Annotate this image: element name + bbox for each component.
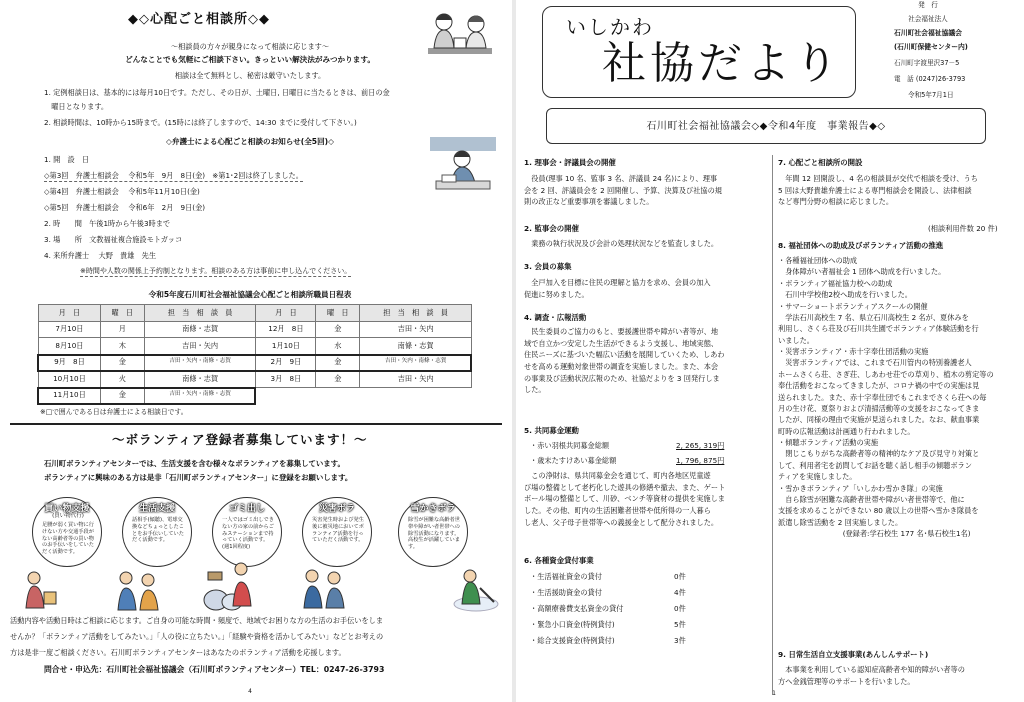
schedule-title: 令和5年度石川町社会福祉協議会心配ごと相談所職員日程表 <box>148 290 352 299</box>
column-divider <box>772 155 773 695</box>
lawyer-item: 3. 場 所 文教福祉複合施設モトガッコ <box>44 235 183 244</box>
logo-title: 社協だより <box>602 38 842 89</box>
body-line: 災害ボランティアでは、これまで石川管内の特別養護老人 <box>778 358 972 368</box>
section-body <box>778 173 1018 208</box>
consult-free-note: 相談は全て無料とし、秘密は厳守いたします。 <box>174 71 326 80</box>
table-cell: 金 <box>100 387 144 404</box>
body-line: ・災害ボランティア・赤十字奉仕団活動の実施 <box>778 347 929 356</box>
table-cell: 南條・志賀 <box>144 321 256 338</box>
table-cell: 南條・志賀 <box>360 338 472 355</box>
section-heading: 1. 理事会・評議員会の開催 <box>524 158 616 167</box>
bubble-title: ゴミ出し <box>228 504 265 514</box>
body-line: 域で自立かつ安定した生活ができるよう支援し、地域実態、 <box>524 338 719 348</box>
body-line: ・各種福祉団体への助成 <box>778 256 858 265</box>
volunteer-body: 方は是非一度ご相談ください。石川町ボランティアセンターはあなたのボランティア活動を応援します。 <box>10 648 346 657</box>
table-cell: 金 <box>316 371 360 388</box>
consult-title: ◆◇心配ごと相談所◇◆ <box>128 12 270 27</box>
table-cell: 吉田・矢内・南條・志賀 <box>144 354 256 371</box>
page-number: 1 <box>772 690 776 697</box>
table-cell: 吉田・矢内・南條・志賀 <box>360 354 472 371</box>
body-line: び場の整備として老朽化した遊具の修繕や撤去、また、ゲート <box>524 482 726 492</box>
publisher-label: 発 行 <box>918 1 938 9</box>
lawyer-title: ◇弁護士による心配ごと相談のお知らせ(全5回)◇ <box>166 137 334 146</box>
body-line: ホームさくら荘、さぎ荘、しあわせ荘での草刈り、植木の剪定等の <box>778 369 994 379</box>
body-line: 身体障がい者福祉会 1 団体へ助成を行いました。 <box>778 267 946 277</box>
lawyer-day-highlight <box>37 387 256 405</box>
section-heading: 7. 心配ごと相談所の開設 <box>778 158 863 167</box>
lawyer-day-highlight <box>37 354 472 372</box>
body-line: ボール場の整備として、川砂、ベンチ等資材の提供を実施しま <box>524 494 725 504</box>
body-line: 月の生け花、夏祭りおよび清掃活動等の支援をおこなってきま <box>778 403 980 413</box>
column-header: 担 当 相 談 員 <box>360 305 472 322</box>
body-line: せを高める運動対象世帯の調査を実施しました。また、本会 <box>524 361 719 371</box>
section-body <box>524 277 768 300</box>
elderly-support-icon <box>112 568 162 612</box>
table-cell <box>360 387 472 404</box>
volunteer-title: 〜ボランティア登録者募集しています！〜 <box>112 432 368 447</box>
volunteer-body: 活動内容や活動日時はご相談に応じます。ご自身の可能な時間・頻度で、地域でお困りな方の生活のお手伝いをしま <box>10 616 384 625</box>
table-cell: 金 <box>316 354 360 371</box>
bubble-disaster <box>302 497 372 567</box>
section-heading: 4. 調査・広報活動 <box>524 313 587 322</box>
body-line: し老人、父子母子世帯等への義援金として配分されました。 <box>524 517 719 527</box>
bubble-body: 災害発生時および発生後に被災地においてボランティア活動を行っていただく活動です。 <box>312 517 364 544</box>
section-heading: 2. 監事会の開催 <box>524 224 579 233</box>
section-heading: 9. 日常生活自立支援事業(あんしんサポート) <box>778 650 929 659</box>
section-heading: 3. 会員の募集 <box>524 262 572 271</box>
body-line: 則の改正など重要事項を審議しました。 <box>524 197 654 207</box>
shopping-person-icon <box>20 568 60 610</box>
bubble-title: 雪かきボラ <box>410 504 456 514</box>
body-line: ・ボランティア福祉協力校への助成 <box>778 278 893 288</box>
body-line: した。 <box>524 385 546 395</box>
body-line: 閉じこもりがちな高齢者等の精神的なケア及び見守り対策と <box>778 449 980 459</box>
schedule-note: ※□で囲んである日は弁護士による相談日です。 <box>40 408 188 416</box>
column-header: 月 日 <box>39 305 101 322</box>
bubble-title: 災害ボラ <box>318 504 355 514</box>
section-body <box>524 470 768 528</box>
table-cell: 11月10日 <box>39 387 101 404</box>
right-page <box>516 0 1024 702</box>
table-cell: 水 <box>316 338 360 355</box>
section-body <box>778 255 1018 539</box>
table-cell: 南條・志賀 <box>144 371 256 388</box>
table-cell: 3月 8日 <box>256 371 316 388</box>
volunteer-lead: ボランティアに興味のある方は是非「石川町ボランティアセンター」に登録をお願いします。 <box>44 473 353 482</box>
publisher-line: 令和5年7月1日 <box>908 91 954 99</box>
body-line: 年間 12 回開設し、4 名の相談員が交代で相談を受け、うち <box>778 174 978 183</box>
table-cell: 吉田・矢内・南條・志賀 <box>144 387 256 404</box>
body-line: 奉仕活動をおこなってきましたが、コロナ禍の中での実施は見 <box>778 381 980 391</box>
bubble-title: 生活支援 <box>138 504 175 514</box>
body-line: 5 回は大野貴雄弁護士による専門相談会を開設し、法律相談 <box>778 185 972 195</box>
body-line: この浄財は、県共同募金会を通じて、町内各地区児童遊 <box>524 471 711 480</box>
table-row <box>39 371 472 388</box>
volunteer-contact: 問合せ・申込先：石川町社会福祉協議会（石川町ボランティアセンター）TEL：0247-26-3793 <box>44 665 385 674</box>
loan-value: 3件 <box>674 636 686 645</box>
table-cell: 10月10日 <box>39 371 101 388</box>
consult-item: 2. 相談時間は、10時から15時まで。(15時には終了しますので、14:30 までに受付して下さい。) <box>44 118 357 127</box>
table-cell: 1月10日 <box>256 338 316 355</box>
table-cell: 8月10日 <box>39 338 101 355</box>
table-cell <box>316 387 360 404</box>
table-cell: 2月 9日 <box>256 354 316 371</box>
body-line: 送られました。また、赤十字奉仕団でもこれまでさくら荘への毎 <box>778 392 987 402</box>
loan-value: 5件 <box>674 620 686 629</box>
publisher-line: (石川町保健センター内) <box>894 43 968 51</box>
column-header: 担 当 相 談 員 <box>144 305 256 322</box>
loan-value: 4件 <box>674 588 686 597</box>
loan-label: ・生活援助資金の貸付 <box>530 588 602 597</box>
report-banner: 石川町社会福祉協議会◇◆令和4年度 事業報告◆◇ <box>646 121 886 132</box>
body-line: 利用し、さくら荘及び石川共生園でボランティア体験活動を行 <box>778 324 979 334</box>
body-line: 民生委員のご協力のもと、要援護世帯や障がい者等が、地 <box>524 327 719 336</box>
loan-label: ・緊急小口資金(特例貸付) <box>530 620 615 629</box>
fund-value: 2, 265, 319円 <box>676 441 725 450</box>
lawyer-item: 4. 来所弁護士 大野 貴雄 先生 <box>44 251 157 260</box>
column-header: 曜 日 <box>316 305 360 322</box>
table-header-row <box>39 305 472 322</box>
lawyer-item: ◇第3回 弁護士相談会 令和5年 9月 8日(金) ※第1･2回は終了しました。 <box>44 171 303 180</box>
bubble-shopping-support <box>32 497 102 567</box>
lawyer-note: ※時間や人数の関係上予約制となります。相談のある方は事前に申し込んでください。 <box>80 267 351 277</box>
publisher-line: 石川町字渡里沢37－5 <box>894 59 960 67</box>
column-header: 月 日 <box>256 305 316 322</box>
garbage-person-icon <box>228 560 254 608</box>
table-row <box>39 321 472 338</box>
table-cell: 12月 8日 <box>256 321 316 338</box>
table-cell: 吉田・矢内 <box>360 321 472 338</box>
loan-label: ・生活福祉資金の貸付 <box>530 572 602 581</box>
bubble-garbage <box>212 497 282 567</box>
table-cell: 木 <box>100 338 144 355</box>
lawyer-item: ◇第5回 弁護士相談会 令和6年 2月 9日(金) <box>44 203 206 212</box>
consult-subtitle: 〜相談員の方々が親身になって相談に応じます〜 <box>170 42 330 51</box>
body-line: 町時の広報活動は計画通り行われました。 <box>778 426 915 436</box>
publisher-line: 社会福祉法人 <box>908 15 948 23</box>
bubble-subtitle: (買い物代行) <box>52 513 84 519</box>
table-cell: 7月10日 <box>39 321 101 338</box>
table-row <box>39 338 472 355</box>
table-cell: 金 <box>100 354 144 371</box>
body-line: の事業及び活動状況広報のため、社協だよりを 3 回発行しま <box>524 373 720 383</box>
consult-count: (相談利用件数 20 件) <box>928 224 998 233</box>
table-cell: 月 <box>100 321 144 338</box>
body-line: 会を 2 回、評議員会を 2 回開催し、予算、決算及び社協の規 <box>524 185 722 195</box>
section-body <box>524 326 768 396</box>
bubble-body: 話相手(傾聴)、電球交換などちょっとしたことをお手伝いしていただく活動です。 <box>132 517 184 544</box>
loan-label: ・高額療養費支払資金の貸付 <box>530 604 624 613</box>
bubble-body: 除雪が困難な高齢者世帯や障がい者世帯への除雪活動になります。高校生が活躍しています。 <box>408 517 460 550</box>
section-heading: 5. 共同募金運動 <box>524 426 579 435</box>
body-line: (登録者:学石校生 177 名･県石校生1名) <box>778 529 971 538</box>
logo-small-text: いしかわ <box>566 15 654 39</box>
fund-label: ・赤い羽根共同募金総額 <box>530 441 610 450</box>
body-line: など専門分野の相談に応じました。 <box>778 197 894 207</box>
loan-value: 0件 <box>674 604 686 613</box>
body-line: 派遣し除雪活動を 2 回実施しました。 <box>778 517 903 527</box>
body-line: 住民ニーズに基づいた幅広い活動を展開していくため、しあわ <box>524 350 725 360</box>
snow-shovel-icon <box>452 566 500 612</box>
body-line: 業務の執行状況及び会計の処理状況などを監査しました。 <box>524 239 719 248</box>
bubble-life-support <box>122 497 192 567</box>
table-cell: 火 <box>100 371 144 388</box>
bubble-body: 足腰が弱く買い物に行けない方や交通手段がない高齢者等の買い物のお手伝いをしていただく活動です。 <box>42 522 94 555</box>
loan-label: ・総合支援資金(特例貸付) <box>530 636 615 645</box>
volunteer-lead: 石川町ボランティアセンターでは、生活支援を含む様々なボランティアを募集しています。 <box>44 459 345 468</box>
consult-lead: どんなことでも気軽にご相談下さい。きっといい解決法がみつかります。 <box>125 55 375 64</box>
body-line: 促進に努めました。 <box>524 289 589 299</box>
page-number: 4 <box>248 688 252 695</box>
body-line: 方へ金銭管理等のサポートを行いました。 <box>778 676 915 686</box>
lawyer-consultation-illustration-icon <box>430 135 496 195</box>
table-cell <box>256 387 316 404</box>
publisher-line: 石川町社会福祉協議会 <box>894 29 962 37</box>
volunteer-body: せんか？「ボランティア活動をしてみたい。」「人の役に立ちたい。」「経験や資格を活かしてみたい」などとお考えの <box>10 632 384 641</box>
lawyer-item: 1. 開 設 日 <box>44 155 90 164</box>
section-body <box>778 664 1018 687</box>
body-line: ティアを実施しました。 <box>778 472 857 482</box>
section-heading: 6. 各種資金貸付事業 <box>524 556 594 565</box>
fund-label: ・歳末たすけあい募金総額 <box>530 456 617 465</box>
table-cell: 9月 8日 <box>39 354 101 371</box>
body-line: ・雪かきボランティア「いしかわ雪かき隊」の実施 <box>778 483 943 493</box>
bubble-body: 一人ではゴミ出しできない方の家の前からごみステーションまで持っていく活動です。(週1回程度) <box>222 517 274 550</box>
body-line: した。その他、町内の生活困難者世帯や低所得の一人暮ら <box>524 505 711 515</box>
body-line: いました。 <box>778 335 814 345</box>
bubble-title: 買い物支援 <box>44 504 90 514</box>
body-line: して、利用者宅を訪問してお話を聴く話し相手の傾聴ボラン <box>778 460 972 470</box>
consult-item: 曜日となります。 <box>44 102 109 111</box>
table-cell: 吉田・矢内 <box>360 371 472 388</box>
body-line: ・傾聴ボランティア活動の実施 <box>778 438 879 447</box>
bubble-snow <box>398 497 468 567</box>
body-line: 自ら除雪が困難な高齢者世帯や障がい者世帯等で、他に <box>778 494 965 504</box>
fund-value: 1, 796, 875円 <box>676 456 725 465</box>
body-line: ・サマーショートボランティアスクールの開催 <box>778 301 928 311</box>
body-line: 支援を求めることができない 80 歳以上の世帯へ雪かき隊員を <box>778 506 979 516</box>
section-heading: 8. 福祉団体への助成及びボランティア活動の推進 <box>778 241 944 250</box>
publisher-line: 電 話 (0247)26-3793 <box>894 75 966 83</box>
section-divider <box>10 423 502 425</box>
consult-item: 1. 定例相談日は、基本的には毎月10日です。ただし、その日が、土曜日, 日曜日に当たるときは、前日の金 <box>44 88 390 97</box>
body-line: 学法石川高校生 7 名、県立石川高校生 2 名が、夏休みを <box>778 312 969 322</box>
lawyer-item: 2. 時 間 午後1時から午後3時まで <box>44 219 171 228</box>
body-line: 本事業を利用している認知症高齢者や知的障がい者等の <box>778 665 965 674</box>
body-line: 全戸加入を目標に住民の理解と協力を求め、会員の加入 <box>524 278 711 287</box>
disaster-volunteer-icon <box>300 566 348 610</box>
column-header: 曜 日 <box>100 305 144 322</box>
body-line: 役員(理事 10 名、監事 3 名、評議員 24 名)により、理事 <box>524 174 718 183</box>
section-body <box>524 238 768 250</box>
loan-value: 0件 <box>674 572 686 581</box>
lawyer-item: ◇第4回 弁護士相談会 令和5年11月10日(金) <box>44 187 200 196</box>
body-line: 石川中学校他2校へ助成を行いました。 <box>778 290 912 300</box>
body-line: したが、同様の理由で実施が見送られました。なお、献血事業 <box>778 415 980 425</box>
table-cell: 吉田・矢内 <box>144 338 256 355</box>
section-body <box>524 173 768 208</box>
table-cell: 金 <box>316 321 360 338</box>
